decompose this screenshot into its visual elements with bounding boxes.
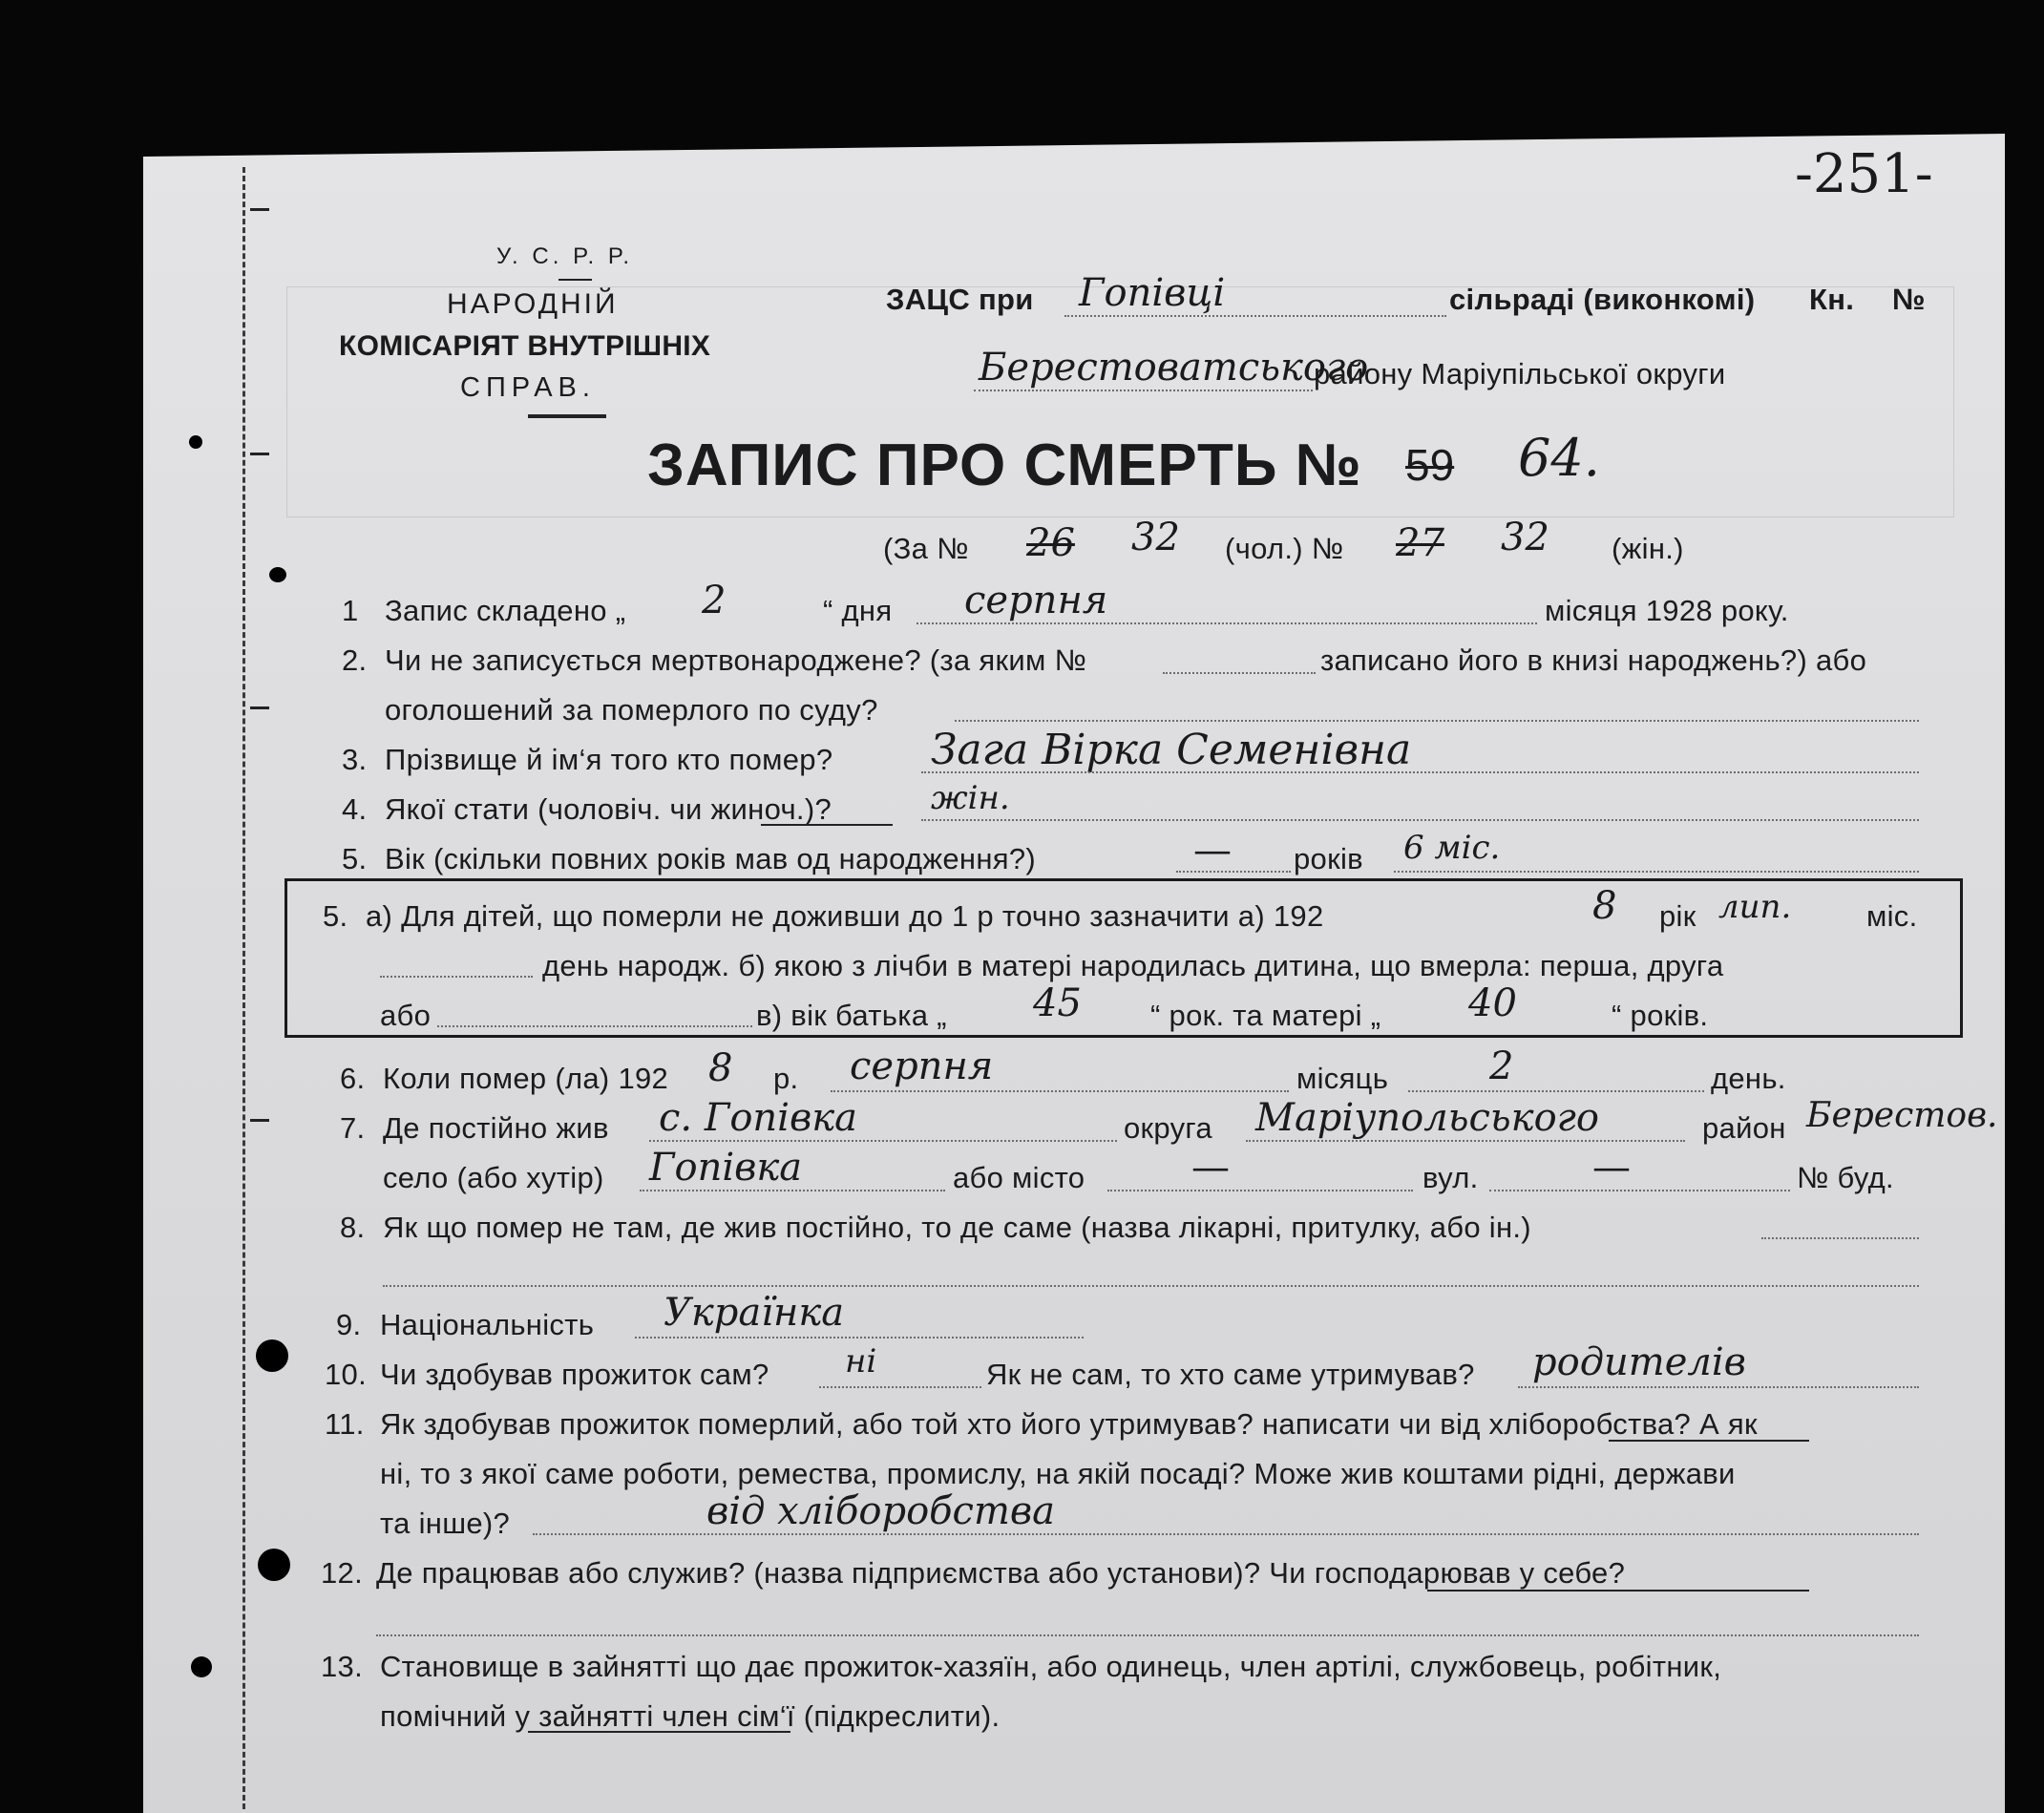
record-title: ЗАПИС ПРО СМЕРТЬ № [647, 432, 1362, 498]
month-label: місяць [1296, 1062, 1389, 1095]
fill-line [1163, 672, 1316, 674]
commissariat-line2: КОМІСАРІЯТ ВНУТРІШНІХ [339, 330, 711, 362]
binding-tick [250, 706, 269, 709]
nationality-value: Українка [664, 1291, 845, 1335]
street-value: — [1592, 1146, 1631, 1190]
female-number-new: 32 [1501, 516, 1549, 559]
field-number: 5. [323, 899, 348, 933]
death-place-label: Як що помер не там, де жив постійно, то де саме (назва лікарні, притулку, або ін.) [383, 1211, 1531, 1244]
fill-line [831, 1090, 1289, 1092]
fill-line [649, 1140, 1117, 1142]
nationality-label: Національність [380, 1308, 595, 1341]
punch-hole [191, 1656, 212, 1677]
sex-label: Якої стати (чоловіч. чи жиноч.)? [385, 792, 832, 826]
female-number-old: 27 [1396, 521, 1444, 565]
death-month: серпня [850, 1044, 994, 1088]
district-label: району Маріупільської округи [1314, 357, 1726, 390]
city-value: — [1191, 1146, 1230, 1190]
fill-line [640, 1190, 945, 1191]
binding-tick [250, 1119, 269, 1122]
raion-label: район [1702, 1111, 1786, 1145]
fill-line [1246, 1140, 1685, 1142]
stillborn-label: Чи не записується мертвонароджене? (за яким № [385, 643, 1087, 677]
death-year-digit: 8 [708, 1046, 733, 1090]
fill-line [1408, 1090, 1704, 1092]
fill-line [437, 1025, 752, 1027]
death-date-label: Коли помер (ла) 192 [383, 1062, 669, 1095]
infant-birth-year: 8 [1592, 884, 1617, 928]
father-age-label: в) вік батька „ [756, 999, 947, 1032]
record-number-old: 59 [1405, 440, 1455, 490]
infant-line1: а) Для дітей, що померли не доживши до 1 р точно зазначити а) 192 [366, 899, 1324, 933]
binding-tick [250, 453, 269, 455]
fill-line [1107, 1190, 1413, 1191]
city-label: або місто [953, 1161, 1085, 1194]
fill-line [819, 1386, 981, 1388]
infant-month-label: міс. [1866, 899, 1918, 933]
fill-line [380, 976, 533, 978]
supporter-value: родителів [1532, 1340, 1746, 1384]
male-label: (чол.) № [1225, 532, 1344, 565]
fill-line [533, 1533, 1919, 1535]
day-suffix-label: день. [1711, 1062, 1786, 1095]
field-number: 5. [342, 842, 368, 875]
years-label: років [1294, 842, 1363, 875]
field-number: 11. [325, 1407, 365, 1441]
infant-line2: день народж. б) якою з лічби в матері народилась дитина, що вмерла: перша, друга [542, 949, 1724, 982]
header-rule [528, 414, 606, 418]
okruha-value: Маріупольського [1255, 1096, 1599, 1140]
okruha-label: округа [1124, 1111, 1212, 1145]
livelihood-value: від хліборобства [706, 1489, 1056, 1533]
field-number: 9. [336, 1308, 362, 1341]
stillborn-end-label: записано його в книзі народжень?) або [1320, 643, 1867, 677]
fill-line [974, 390, 1313, 391]
fill-line [1176, 871, 1291, 873]
field-number: 7. [340, 1111, 366, 1145]
male-number-old: 26 [1026, 521, 1075, 565]
year-short-label: р. [773, 1062, 799, 1095]
underline-family-member [528, 1731, 790, 1733]
self-support-value: ні [845, 1342, 877, 1381]
perforation-line [242, 167, 245, 1809]
fill-line [1064, 315, 1446, 317]
street-label: вул. [1422, 1161, 1479, 1194]
deceased-name-label: Прізвище й ім‘я того кто помер? [385, 743, 833, 776]
record-day: 2 [702, 579, 727, 622]
livelihood-line3: та інше)? [380, 1507, 511, 1540]
sex-value: жін. [931, 779, 1010, 817]
fill-line [383, 1285, 1919, 1287]
binding-tick [250, 208, 269, 211]
fill-line [1394, 871, 1919, 873]
fill-line [921, 771, 1919, 773]
subtitle-open: (За № [883, 532, 969, 565]
zags-value: Гопівці [1079, 271, 1226, 315]
raion-value: Берестов. [1806, 1096, 1998, 1135]
death-day: 2 [1489, 1044, 1514, 1088]
record-number-new: 64. [1518, 428, 1600, 488]
building-label: № буд. [1797, 1161, 1894, 1194]
punch-hole [189, 435, 202, 449]
parents-years-label: “ років. [1612, 999, 1709, 1032]
residence-value: с. Гопівка [659, 1096, 857, 1140]
infant-or-label: або [380, 999, 432, 1032]
commissariat-line3: СПРАВ. [460, 372, 596, 403]
book-label: Кн. [1809, 283, 1855, 316]
zags-label: ЗАЦС при [886, 283, 1034, 316]
infant-birth-month: лип. [1718, 888, 1792, 926]
field-number: 12. [321, 1556, 363, 1590]
underline-female [761, 824, 893, 826]
underline-household [1427, 1590, 1809, 1592]
father-age-value: 45 [1033, 981, 1082, 1025]
village-value: Гопівка [649, 1146, 803, 1190]
female-label: (жін.) [1612, 532, 1684, 565]
fill-line [1518, 1386, 1919, 1388]
field-number: 6. [340, 1062, 366, 1095]
record-year-label: місяця 1928 року. [1545, 594, 1789, 627]
residence-label: Де постійно жив [383, 1111, 609, 1145]
punch-hole [258, 1549, 290, 1581]
fill-line [921, 819, 1919, 821]
field-number: 1 [342, 594, 359, 627]
field-number: 3. [342, 743, 368, 776]
number-label: № [1892, 283, 1926, 316]
workplace-label: Де працював або служив? (назва підприємства або установи)? Чи господарював у себе? [376, 1556, 1626, 1590]
record-date-label: Запис складено „ [385, 594, 626, 627]
fill-line [1489, 1190, 1790, 1191]
day-label: “ дня [823, 594, 893, 627]
field-number: 2. [342, 643, 368, 677]
mother-age-value: 40 [1468, 981, 1517, 1025]
field-number: 10. [325, 1358, 367, 1391]
declared-dead-label: оголошений за померлого по суду? [385, 693, 878, 727]
mother-age-label: “ рок. та матері „ [1150, 999, 1381, 1032]
punch-hole [269, 567, 286, 582]
fill-line [376, 1634, 1919, 1636]
age-label: Вік (скільки повних років мав од народження?) [385, 842, 1037, 875]
republic-label: У. С. Р. Р. [496, 243, 634, 269]
header-rule [558, 279, 592, 281]
field-number: 4. [342, 792, 368, 826]
deceased-name-value: Зага Вірка Семенівна [931, 726, 1412, 774]
fill-line [917, 622, 1537, 624]
commissariat-line1: НАРОДНІЙ [447, 288, 619, 320]
livelihood-line2: ні, то з якої саме роботи, ремества, промислу, на якій посаді? Може жив коштами рідні, держави [380, 1457, 1736, 1490]
supporter-label: Як не сам, то хто саме утримував? [986, 1358, 1475, 1391]
age-dash: — [1193, 829, 1232, 873]
fill-line [635, 1337, 1084, 1339]
punch-hole [256, 1339, 288, 1372]
occupation-status-line2: помічний у зайнятті член сім‘ї (підкреслити). [380, 1699, 1001, 1733]
archive-page-number: -251- [1795, 143, 1933, 205]
male-number-new: 32 [1131, 516, 1180, 559]
field-number: 8. [340, 1211, 366, 1244]
occupation-status-line1: Становище в зайнятті що дає прожиток-хазяїн, або одинець, член артілі, службовець, робітник, [380, 1650, 1722, 1683]
infant-year-label: рік [1659, 899, 1696, 933]
district-value: Берестоватського [979, 346, 1369, 390]
fill-line [1761, 1237, 1919, 1239]
field-number: 13. [321, 1650, 363, 1683]
council-label: сільраді (виконкомі) [1449, 283, 1756, 316]
age-value: 6 міс. [1403, 829, 1501, 867]
self-support-label: Чи здобував прожиток сам? [380, 1358, 769, 1391]
underline-agriculture [1609, 1440, 1809, 1442]
fill-line [955, 720, 1919, 722]
village-label: село (або хутір) [383, 1161, 604, 1194]
record-month: серпня [964, 579, 1108, 622]
livelihood-line1: Як здобував прожиток померлий, або той хто його утримував? написати чи від хліборобства? А як [380, 1407, 1758, 1441]
